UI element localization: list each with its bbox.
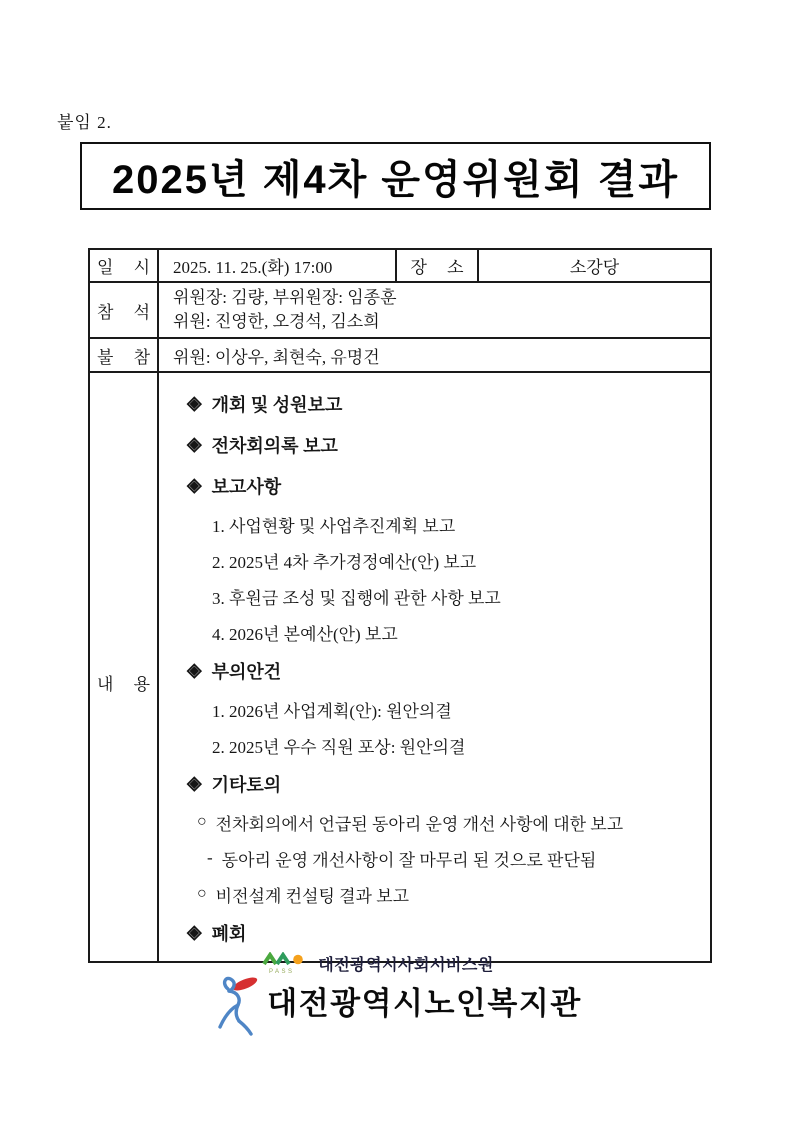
circle-bullet-icon: ○ — [197, 885, 207, 902]
content-list — [158, 372, 711, 962]
list-item — [159, 542, 706, 578]
page-title: 2025년 제4차 운영위원회 결과 — [112, 157, 679, 202]
place-label: 장 소 — [396, 249, 478, 282]
list-item — [159, 840, 706, 876]
list-item — [159, 727, 706, 763]
attend-label: 참 석 — [89, 282, 158, 338]
diamond-bullet-icon: ◈ — [187, 922, 202, 943]
list-item — [159, 383, 706, 424]
table-row-absent — [89, 338, 711, 372]
list-item-text: 개회 및 성원보고 — [211, 394, 343, 415]
list-item-text: 전차회의록 보고 — [211, 435, 338, 456]
list-item-text: 전차회의에서 언급된 동아리 운영 개선 사항에 대한 보고 — [215, 814, 624, 834]
list-item-text: 부의안건 — [211, 661, 282, 682]
place-value: 소강당 — [478, 249, 711, 282]
svg-text:PASS: PASS — [269, 969, 295, 975]
pass-marks-icon — [261, 952, 311, 975]
list-item — [159, 876, 706, 912]
absent-label: 불 참 — [89, 338, 158, 372]
list-item — [159, 804, 706, 840]
org-logo — [0, 952, 793, 1041]
list-item — [159, 691, 706, 727]
table-row-attendees — [89, 282, 711, 338]
datetime-value: 2025. 11. 25.(화) 17:00 — [158, 249, 396, 282]
list-item-text: 2. 2025년 4차 추가경정예산(안) 보고 — [212, 552, 477, 572]
attend-line-2: 위원: 진영한, 오경석, 김소희 — [173, 312, 380, 331]
list-item-text: 동아리 운영 개선사항이 잘 마무리 된 것으로 판단됨 — [221, 850, 597, 870]
list-item-text: 기타토의 — [211, 774, 282, 795]
list-item-text: 4. 2026년 본예산(안) 보고 — [212, 624, 398, 644]
list-item-text: 폐회 — [211, 923, 247, 944]
diamond-bullet-icon: ◈ — [187, 773, 202, 794]
meeting-table — [88, 248, 712, 963]
circle-bullet-icon: ○ — [197, 813, 207, 830]
table-row-datetime — [89, 249, 711, 282]
list-item-text: 2. 2025년 우수 직원 포상: 원안의결 — [212, 737, 466, 757]
list-item — [159, 506, 706, 542]
datetime-label: 일 시 — [89, 249, 158, 282]
list-item-text: 1. 사업현황 및 사업추진계획 보고 — [212, 516, 456, 536]
list-item — [159, 424, 706, 465]
attachment-label: 붙임 2. — [57, 113, 112, 132]
person-logo-icon — [211, 974, 263, 1041]
list-item — [159, 578, 706, 614]
content-label: 내 용 — [89, 372, 158, 962]
title-box — [80, 142, 711, 210]
list-item — [159, 614, 706, 650]
attend-line-1: 위원장: 김량, 부위원장: 임종훈 — [173, 288, 397, 307]
absent-value: 위원: 이상우, 최현숙, 유명건 — [158, 338, 711, 372]
dash-bullet-icon: - — [207, 848, 213, 867]
diamond-bullet-icon: ◈ — [187, 393, 202, 414]
list-item — [159, 465, 706, 506]
attend-value — [158, 282, 711, 338]
diamond-bullet-icon: ◈ — [187, 475, 202, 496]
diamond-bullet-icon: ◈ — [187, 660, 202, 681]
list-item — [159, 912, 706, 953]
list-item-text: 1. 2026년 사업계획(안): 원안의결 — [212, 701, 452, 721]
org-parent-line — [261, 952, 494, 975]
list-item-text: 3. 후원금 조성 및 집행에 관한 사항 보고 — [212, 588, 501, 608]
org-parent-name: 대전광역시사회서비스원 — [318, 957, 494, 974]
list-item — [159, 650, 706, 691]
org-name: 대전광역시노인복지관 — [267, 986, 582, 1021]
list-item-text: 비전설계 컨설팅 결과 보고 — [215, 886, 410, 906]
list-item — [159, 763, 706, 804]
list-item-text: 보고사항 — [211, 476, 282, 497]
table-row-content — [89, 372, 711, 962]
diamond-bullet-icon: ◈ — [187, 434, 202, 455]
